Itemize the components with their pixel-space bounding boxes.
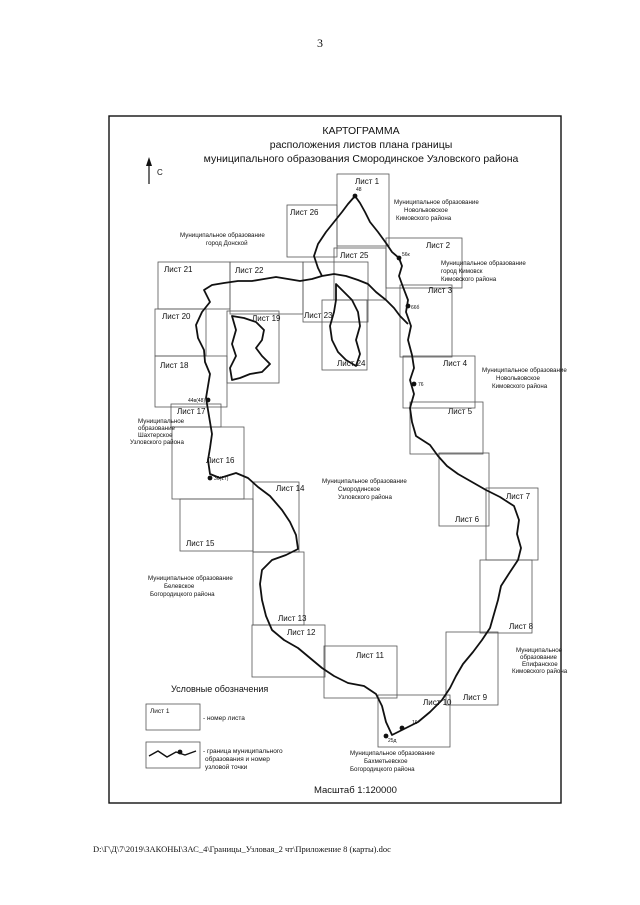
- legend-boundary-line: [149, 751, 196, 757]
- sheet-label-17: Лист 17: [177, 407, 206, 416]
- region-bakhmetevskoe: [350, 750, 435, 773]
- sheet-label-22: Лист 22: [235, 266, 264, 275]
- node-label-56k: 56к: [402, 252, 410, 258]
- title-line-2: расположения листов плана границы: [269, 139, 453, 151]
- footer-file-path: D:\Г\Д\7\2019\ЗАКОНЫ\ЗАС_4\Границы_Узловая_2 чт\Приложение 8 (карты).doc: [93, 844, 391, 854]
- region-novolvovskoe-north: [394, 199, 479, 222]
- node-label-36: 36(17): [214, 476, 229, 482]
- svg-text:образование: образование: [520, 654, 557, 661]
- svg-text:Новольвовское: Новольвовское: [404, 207, 448, 214]
- svg-text:город Кимовск: город Кимовск: [441, 268, 483, 275]
- sheet-label-26: Лист 26: [290, 208, 319, 217]
- region-donskoy: [180, 232, 265, 247]
- svg-text:Муниципальное образование: Муниципальное образование: [482, 367, 567, 374]
- sheet-label-18: Лист 18: [160, 361, 189, 370]
- node-label-66b: 66б: [411, 305, 420, 311]
- node-points: [206, 194, 417, 739]
- sheet-label-15: Лист 15: [186, 539, 215, 548]
- node-label-48: 48: [356, 187, 362, 193]
- page-number: 3: [317, 36, 323, 50]
- node-label-44v: 44в(48): [188, 398, 206, 404]
- svg-text:Муниципальное образование: Муниципальное образование: [394, 199, 479, 206]
- region-epifanskoe: [512, 647, 568, 675]
- svg-text:Муниципальное: Муниципальное: [138, 418, 185, 425]
- legend-boundary-desc-3: узловой точки: [205, 764, 248, 771]
- sheet-label-1: Лист 1: [355, 177, 380, 186]
- node-point: [400, 726, 405, 731]
- sheet-label-25: Лист 25: [340, 251, 369, 260]
- svg-text:Белевское: Белевское: [164, 583, 195, 590]
- svg-text:Богородицкого района: Богородицкого района: [150, 591, 215, 598]
- svg-text:Муниципальное образование: Муниципальное образование: [148, 575, 233, 582]
- north-label: С: [157, 168, 163, 177]
- region-smorodinskoe: [322, 478, 407, 501]
- sheet-label-11: Лист 11: [356, 651, 384, 660]
- sheet-label-8: Лист 8: [509, 622, 534, 631]
- svg-text:Епифанское: Епифанское: [522, 661, 558, 668]
- sheet-label-3: Лист 3: [428, 286, 453, 295]
- svg-text:Муниципальное образование: Муниципальное образование: [322, 478, 407, 485]
- legend: [146, 684, 283, 771]
- legend-boundary-desc-1: - граница муниципального: [203, 748, 283, 755]
- node-point: [412, 382, 417, 387]
- legend-sheet-desc: - номер листа: [203, 715, 245, 722]
- svg-text:Шахтерское: Шахтерское: [138, 432, 173, 439]
- legend-boundary-swatch: [146, 742, 200, 768]
- region-belevskoe: [148, 575, 233, 598]
- legend-heading: Условные обозначения: [171, 684, 269, 694]
- svg-text:Кимовского района: Кимовского района: [512, 668, 568, 675]
- svg-text:Кимовского района: Кимовского района: [396, 215, 452, 222]
- sheet-label-6: Лист 6: [455, 515, 480, 524]
- legend-boundary-desc-2: образования и номер: [205, 756, 270, 763]
- boundary-sheet23-enclave: [330, 284, 360, 366]
- sheet-labels: [160, 177, 534, 707]
- sheet-label-14: Лист 14: [276, 484, 305, 493]
- sheet-label-9: Лист 9: [463, 693, 488, 702]
- sheet-label-19: Лист 19: [252, 314, 281, 323]
- sheet-label-4: Лист 4: [443, 359, 468, 368]
- svg-text:Муниципальное образование: Муниципальное образование: [441, 260, 526, 267]
- svg-text:Узловского района: Узловского района: [338, 494, 392, 501]
- sheet-label-10: Лист 10: [423, 698, 452, 707]
- svg-text:Богородицкого района: Богородицкого района: [350, 766, 415, 773]
- svg-text:Узловского района: Узловского района: [130, 439, 184, 446]
- node-point: [206, 398, 211, 403]
- sheet-label-5: Лист 5: [448, 407, 473, 416]
- svg-text:Кимовского района: Кимовского района: [441, 276, 497, 283]
- sheet-label-16: Лист 16: [206, 456, 235, 465]
- title-line-3: муниципального образования Смородинское Узловского района: [203, 153, 519, 165]
- sheet-label-7: Лист 7: [506, 492, 531, 501]
- boundary-sheet19-enclave: [230, 316, 270, 380]
- svg-text:Муниципальное образование: Муниципальное образование: [350, 750, 435, 757]
- sheet-label-2: Лист 2: [426, 241, 451, 250]
- title-line-1: КАРТОГРАММА: [322, 125, 400, 137]
- svg-text:Муниципальное: Муниципальное: [516, 647, 563, 654]
- node-label-25d: 25д: [388, 738, 397, 744]
- svg-text:Бахметьевское: Бахметьевское: [364, 758, 408, 765]
- svg-text:город Донской: город Донской: [206, 240, 248, 247]
- sheet-label-12: Лист 12: [287, 628, 316, 637]
- scale-label: Масштаб 1:120000: [314, 785, 397, 796]
- node-point: [208, 476, 213, 481]
- node-point: [406, 304, 411, 309]
- node-labels: [188, 187, 424, 744]
- sheet-label-13: Лист 13: [278, 614, 307, 623]
- svg-text:Муниципальное образование: Муниципальное образование: [180, 232, 265, 239]
- north-arrow-icon: [146, 157, 152, 184]
- node-label-16: 16: [412, 720, 418, 726]
- region-kimovsk: [441, 260, 526, 283]
- node-label-76: 76: [418, 382, 424, 388]
- sheet-3: [400, 285, 452, 357]
- region-novolvovskoe-east: [482, 367, 567, 390]
- sheet-label-24: Лист 24: [337, 359, 366, 368]
- map-frame: [109, 116, 561, 803]
- sheet-label-21: Лист 21: [164, 265, 193, 274]
- legend-sheet-sample: Лист 1: [150, 708, 170, 715]
- node-point: [353, 194, 358, 199]
- legend-node-point: [178, 750, 183, 755]
- node-point: [397, 256, 402, 261]
- sheet-label-20: Лист 20: [162, 312, 191, 321]
- svg-text:Смородинское: Смородинское: [338, 486, 381, 493]
- svg-text:образование: образование: [138, 425, 175, 432]
- boundary-north-lobe: [314, 196, 355, 276]
- sheet-label-23: Лист 23: [304, 311, 333, 320]
- svg-text:Кимовского района: Кимовского района: [492, 383, 548, 390]
- svg-text:Новольвовское: Новольвовское: [496, 375, 540, 382]
- region-shakhterskoe: [130, 418, 185, 446]
